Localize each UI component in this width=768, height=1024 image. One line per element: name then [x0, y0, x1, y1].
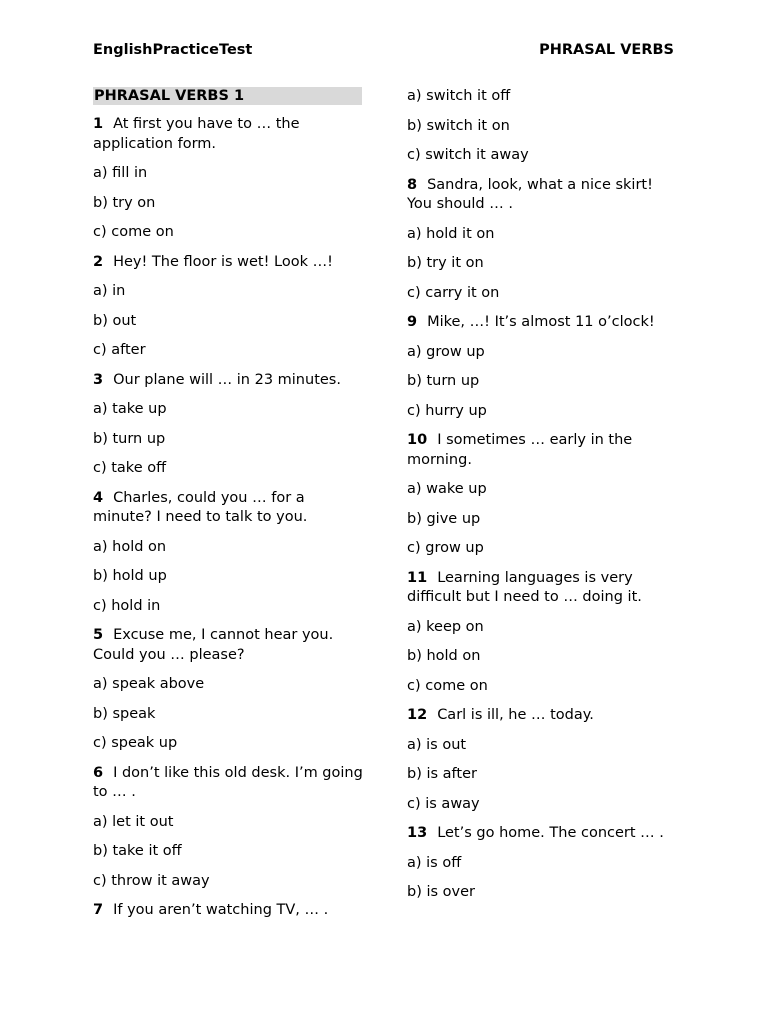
question-number: 1: [93, 116, 104, 132]
answer-option: a) hold on: [93, 538, 167, 555]
answer-option: a) is out: [407, 736, 467, 753]
answer-option: c) come on: [407, 677, 488, 694]
question-text: Carl is ill, he … today.: [437, 707, 594, 723]
question-8: [407, 176, 677, 215]
question-text: At first you have to … the application form.: [93, 116, 300, 152]
answer-option: c) come on: [93, 224, 174, 240]
header-topic: PHRASAL VERBS: [539, 42, 674, 58]
section-title: PHRASAL VERBS 1: [93, 87, 362, 105]
answer-option: a) speak above: [93, 676, 205, 692]
question-text: I don’t like this old desk. I’m going to … .: [93, 764, 363, 800]
right-question-list: [407, 87, 677, 903]
right-column: [407, 87, 677, 913]
header-site-name: EnglishPracticeTest: [93, 42, 253, 58]
question-3: [93, 371, 363, 391]
answer-option: a) switch it off: [407, 88, 511, 104]
answer-option: c) after: [93, 342, 146, 358]
question-text: Excuse me, I cannot hear you. Could you … please?: [93, 627, 334, 663]
answer-option: b) take it off: [93, 843, 182, 859]
answer-option: a) keep on: [407, 618, 484, 635]
question-number: 3: [93, 371, 104, 388]
question-number: 13: [407, 825, 428, 841]
question-6: [93, 764, 363, 803]
answer-option: b) is after: [407, 766, 477, 782]
answer-option: b) turn up: [407, 373, 480, 389]
answer-option: b) try it on: [407, 255, 484, 271]
answer-option: c) switch it away: [407, 147, 529, 163]
question-10: [407, 431, 677, 470]
answer-option: c) hold in: [93, 597, 161, 614]
question-number: 10: [407, 432, 428, 448]
question-text: If you aren’t watching TV, … .: [113, 902, 329, 918]
answer-option: b) switch it on: [407, 117, 510, 134]
question-text: Mike, …! It’s almost 11 o’clock!: [427, 314, 655, 330]
answer-option: c) speak up: [93, 735, 178, 751]
question-12: [407, 706, 677, 726]
answer-option: a) grow up: [407, 343, 485, 360]
answer-option: a) let it out: [93, 813, 174, 830]
answer-option: a) wake up: [407, 481, 487, 497]
answer-option: b) out: [93, 312, 137, 329]
question-text: Charles, could you … for a minute? I need to talk to you.: [93, 489, 308, 525]
question-number: 2: [93, 253, 104, 270]
answer-option: c) is away: [407, 795, 480, 812]
answer-option: c) throw it away: [93, 872, 210, 889]
answer-option: a) take up: [93, 401, 167, 417]
question-text: Sandra, look, what a nice skirt! You should … .: [407, 176, 653, 212]
question-11: [407, 569, 677, 608]
answer-option: c) take off: [93, 460, 167, 476]
question-5: [93, 626, 363, 665]
question-9: [407, 313, 677, 333]
answer-option: b) turn up: [93, 430, 166, 447]
answer-option: a) is off: [407, 854, 462, 871]
answer-option: b) give up: [407, 510, 481, 527]
question-number: 8: [407, 176, 418, 193]
question-number: 5: [93, 627, 104, 643]
question-4: [93, 489, 363, 528]
answer-option: b) is over: [407, 884, 475, 900]
question-7: [93, 901, 363, 921]
question-number: 7: [93, 902, 104, 918]
answer-option: c) carry it on: [407, 284, 500, 301]
answer-option: b) speak: [93, 705, 156, 722]
question-number: 9: [407, 314, 418, 330]
answer-option: c) hurry up: [407, 402, 487, 419]
answer-option: b) hold up: [93, 568, 167, 584]
answer-option: b) try on: [93, 194, 156, 211]
answer-option: b) hold on: [407, 648, 481, 664]
left-question-list: [93, 115, 363, 921]
question-number: 11: [407, 569, 428, 586]
question-text: I sometimes … early in the morning.: [407, 432, 633, 468]
question-text: Let’s go home. The concert … .: [437, 825, 664, 841]
answer-option: a) in: [93, 283, 126, 299]
question-number: 12: [407, 707, 428, 723]
answer-option: a) fill in: [93, 165, 148, 181]
answer-option: a) hold it on: [407, 225, 495, 242]
question-2: [93, 253, 363, 273]
question-text: Learning languages is very difficult but I need to … doing it.: [407, 569, 642, 605]
question-text: Hey! The floor is wet! Look …!: [113, 253, 333, 270]
answer-option: c) grow up: [407, 540, 484, 556]
question-1: [93, 115, 363, 154]
left-column: [93, 87, 363, 931]
question-number: 6: [93, 764, 104, 781]
question-13: [407, 824, 677, 844]
question-text: Our plane will … in 23 minutes.: [113, 371, 341, 388]
question-number: 4: [93, 489, 104, 506]
